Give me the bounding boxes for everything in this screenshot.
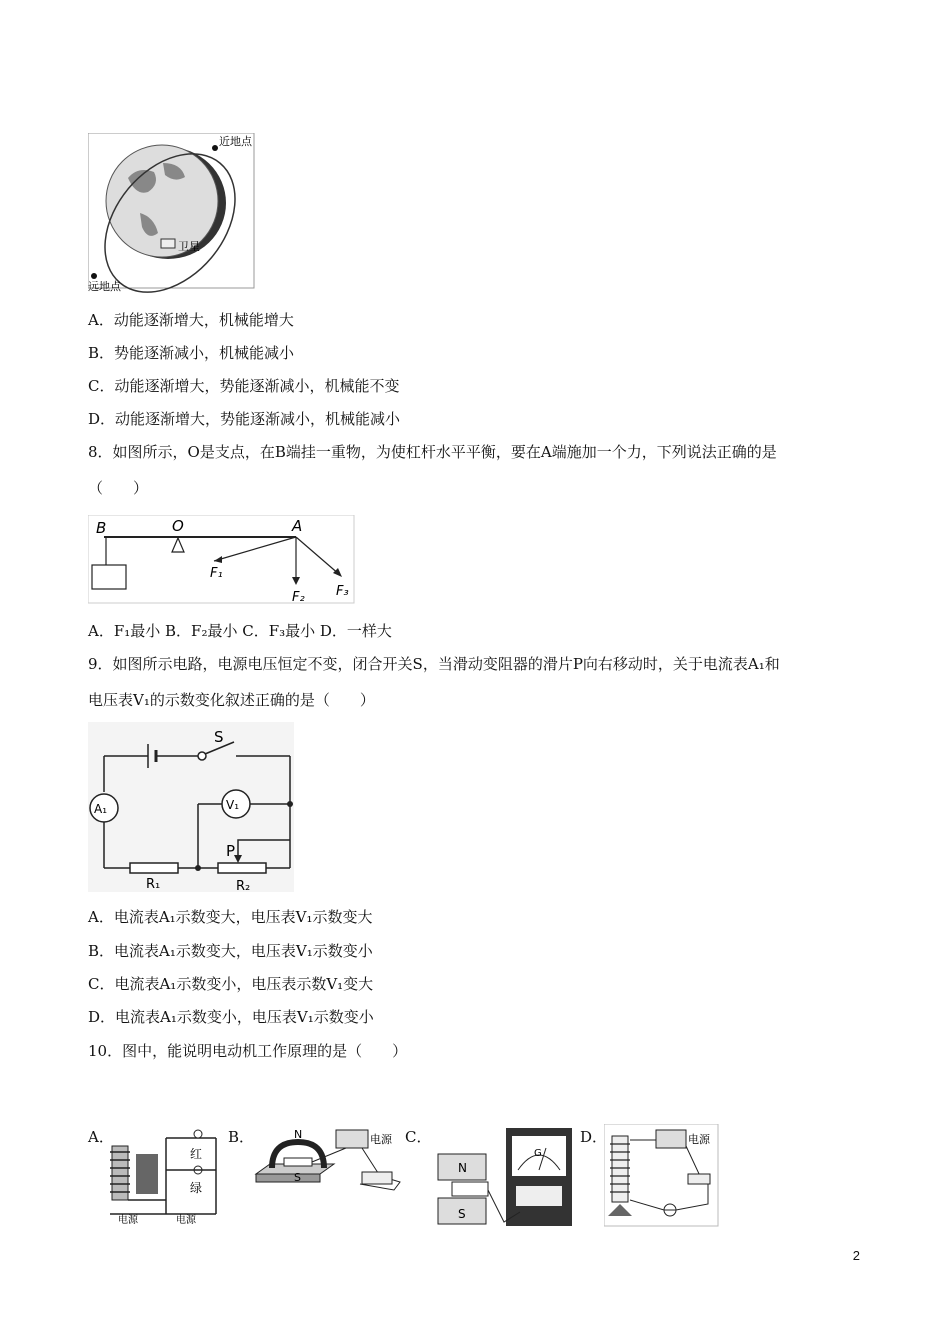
generator-n-label: N bbox=[458, 1161, 467, 1175]
q9-option-d: D．电流表A₁示数变小，电压表V₁示数变小 bbox=[88, 1008, 374, 1026]
q10-stem: 10．图中，能说明电动机工作原理的是（ ） bbox=[88, 1042, 408, 1060]
motor-n-label: N bbox=[294, 1128, 303, 1141]
q10-option-d-label: D． bbox=[580, 1128, 608, 1146]
electromagnet-figure bbox=[604, 1124, 720, 1228]
apogee-label: 远地点 bbox=[88, 280, 121, 293]
ammeter-a1-label: A₁ bbox=[94, 802, 108, 816]
q8-stem-line2: （ ） bbox=[88, 479, 149, 497]
q7-option-d: D．动能逐渐增大，势能逐渐减小，机械能减小 bbox=[88, 410, 401, 428]
satellite-label: 卫星 bbox=[178, 240, 200, 253]
galvanometer-g-label: G bbox=[534, 1148, 542, 1159]
relay-red-label: 红 bbox=[190, 1147, 203, 1161]
q7-option-a: A．动能逐渐增大，机械能增大 bbox=[88, 311, 294, 329]
force-f3-label: F₃ bbox=[336, 584, 349, 599]
relay-power2-label: 电源 bbox=[176, 1215, 196, 1224]
motor-power-label: 电源 bbox=[370, 1133, 392, 1146]
lever-a-label: A bbox=[292, 517, 303, 535]
q10-option-b-label: B． bbox=[228, 1128, 255, 1146]
lever-o-label: O bbox=[172, 517, 184, 535]
q10-option-c-label: C． bbox=[405, 1128, 432, 1146]
resistor-r2-label: R₂ bbox=[236, 879, 251, 894]
lever-figure bbox=[88, 515, 358, 607]
q9-option-b: B．电流表A₁示数变大，电压表V₁示数变小 bbox=[88, 942, 373, 960]
switch-s-label: S bbox=[214, 728, 224, 746]
generator-figure bbox=[434, 1126, 576, 1230]
electromagnet-power-label: 电源 bbox=[688, 1133, 710, 1146]
orbit-figure bbox=[88, 133, 258, 293]
circuit-figure bbox=[88, 722, 298, 894]
slider-p-label: P bbox=[226, 842, 236, 860]
lever-b-label: B bbox=[96, 519, 107, 537]
q8-stem-line1: 8．如图所示，O是支点，在B端挂一重物，为使杠杆水平平衡，要在A端施加一个力，下列说法正确的是 bbox=[88, 443, 777, 461]
q10-option-a-label: A． bbox=[88, 1128, 114, 1146]
q7-option-c: C．动能逐渐增大，势能逐渐减小，机械能不变 bbox=[88, 377, 400, 395]
generator-s-label: S bbox=[458, 1207, 466, 1221]
q7-option-b: B．势能逐渐减小，机械能减小 bbox=[88, 344, 295, 362]
relay-power1-label: 电源 bbox=[118, 1215, 138, 1224]
q8-options: A．F₁最小 B．F₂最小 C．F₃最小 D．一样大 bbox=[88, 622, 392, 640]
perigee-label: 近地点 bbox=[219, 135, 252, 148]
resistor-r1-label: R₁ bbox=[146, 877, 161, 892]
page-number: 2 bbox=[852, 1248, 860, 1263]
q9-stem-line2: 电压表V₁的示数变化叙述正确的是（ ） bbox=[88, 691, 375, 709]
force-f2-label: F₂ bbox=[292, 590, 305, 605]
relay-figure bbox=[106, 1124, 224, 1224]
q9-stem-line1: 9．如图所示电路，电源电压恒定不变，闭合开关S，当滑动变阻器的滑片P向右移动时，关于电流表A₁和 bbox=[88, 655, 780, 673]
voltmeter-v1-label: V₁ bbox=[226, 798, 240, 812]
motor-figure bbox=[250, 1124, 410, 1196]
motor-s-label: S bbox=[294, 1171, 301, 1184]
relay-green-label: 绿 bbox=[190, 1181, 203, 1195]
q9-option-c: C．电流表A₁示数变小，电压表示数V₁变大 bbox=[88, 975, 374, 993]
q9-option-a: A．电流表A₁示数变大，电压表V₁示数变大 bbox=[88, 908, 373, 926]
force-f1-label: F₁ bbox=[210, 566, 223, 581]
